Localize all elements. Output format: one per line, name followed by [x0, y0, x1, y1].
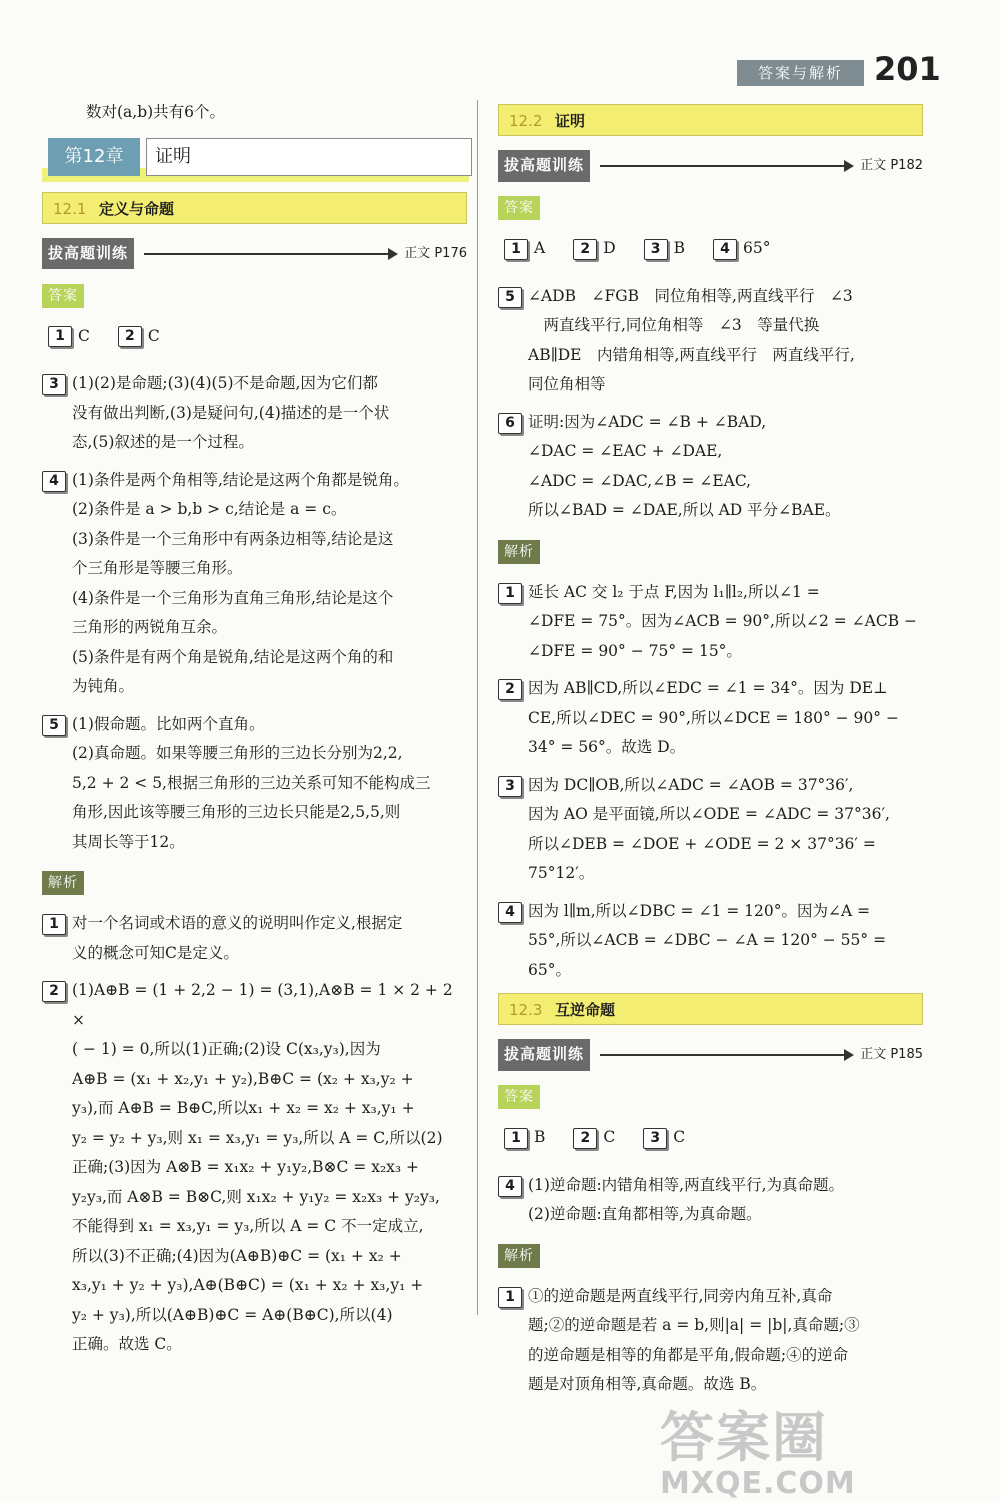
- answer-items: [498, 282, 923, 526]
- text-line: (2)条件是 a > b,b > c,结论是 a = c。: [72, 500, 347, 518]
- arrow-icon: [144, 253, 396, 255]
- right-column: [498, 100, 923, 1408]
- answer-block: [498, 771, 923, 889]
- text-line: (1)(2)是命题;(3)(4)(5)不是命题,因为它们都: [72, 374, 378, 392]
- text-line: 其周长等于12。: [72, 832, 185, 851]
- answer-item: [504, 234, 545, 264]
- answer-tag: 答案: [42, 284, 84, 308]
- text-line: 两直线平行,同位角相等 ∠3 等量代换: [528, 316, 820, 334]
- answer-block: [42, 710, 467, 858]
- answer-block: [498, 1171, 923, 1230]
- text-line: ∠DFE = 90° − 75° = 15°。: [528, 641, 742, 660]
- top-line: 数对(a,b)共有6个。: [86, 103, 226, 121]
- training-bar: [42, 240, 467, 268]
- answer-item: [573, 234, 615, 264]
- answer-text: [528, 771, 923, 889]
- text-line: A⊕B = (x₁ + x₂,y₁ + y₂),B⊕C = (x₂ + x₃,y₂ +: [72, 1069, 414, 1088]
- answer-item: [713, 234, 770, 264]
- text-line: y₃),而 A⊕B = B⊕C,所以x₁ + x₂ = x₂ + x₃,y₁ +: [72, 1099, 415, 1117]
- text-line: (5)条件是有两个角是锐角,结论是这两个角的和: [72, 647, 394, 666]
- question-number: 3: [643, 1128, 667, 1149]
- left-column: [42, 98, 467, 1368]
- section-title: 定义与命题: [99, 199, 175, 218]
- page-reference: 正文 P176: [404, 245, 467, 261]
- training-label: 拔高题训练: [498, 1039, 590, 1071]
- analysis-items: [498, 1282, 923, 1400]
- answer-items: [498, 1171, 923, 1230]
- section-number: 12.1: [53, 199, 87, 218]
- answer-text: [528, 1171, 923, 1230]
- text-line: y₂ + y₃),所以(A⊕B)⊕C = A⊕(B⊕C),所以(4): [72, 1305, 393, 1324]
- answer-tag: 答案: [498, 1085, 540, 1109]
- answer-item: [643, 1123, 685, 1153]
- text-line: ∠DFE = 75°。因为∠ACB = 90°,所以∠2 = ∠ACB −: [528, 612, 918, 630]
- text-line: 正确。故选 C。: [72, 1335, 182, 1353]
- text-line: 5,2 + 2 < 5,根据三角形的三边关系可知不能构成三: [72, 773, 431, 792]
- answer-text: [528, 1282, 923, 1400]
- text-line: 因为 AB∥CD,所以∠EDC = ∠1 = 34°。因为 DE⊥: [528, 679, 888, 697]
- text-line: 为钝角。: [72, 677, 135, 695]
- answer-block: [42, 909, 467, 968]
- answer-block: [498, 408, 923, 526]
- analysis-tag: 解析: [498, 1244, 540, 1268]
- question-number: 2: [498, 679, 522, 700]
- question-number: 2: [573, 239, 597, 260]
- text-line: x₃,y₁ + y₂ + y₃),A⊕(B⊕C) = (x₁ + x₂ + x₃,y₁ +: [72, 1276, 424, 1294]
- text-line: 态,(5)叙述的是一个过程。: [72, 433, 254, 451]
- analysis-tag: 解析: [498, 540, 540, 564]
- chapter-title: 证明: [146, 138, 472, 176]
- answer-block: [498, 282, 923, 400]
- section-12-1: [42, 192, 467, 224]
- answer-text: [72, 466, 467, 702]
- text-line: 没有做出判断,(3)是疑问句,(4)描述的是一个状: [72, 403, 390, 422]
- text-line: 对一个名词或术语的意义的说明叫作定义,根据定: [72, 914, 403, 932]
- answer-text: [72, 909, 467, 968]
- header-section-label: 答案与解析: [737, 60, 864, 86]
- question-number: 2: [573, 1128, 597, 1149]
- question-number: 3: [644, 239, 668, 260]
- answer-text: [528, 897, 923, 986]
- answer-value: D: [603, 239, 616, 257]
- answer-block: [498, 1282, 923, 1400]
- answer-text: [72, 976, 467, 1360]
- arrow-icon: [600, 1054, 852, 1056]
- text-line: CE,所以∠DEC = 90°,所以∠DCE = 180° − 90° −: [528, 708, 899, 727]
- text-line: 的逆命题是相等的角都是平角,假命题;④的逆命: [528, 1345, 849, 1364]
- page-reference: 正文 P182: [860, 158, 923, 174]
- answer-items: [42, 369, 467, 857]
- text-line: (1)逆命题:内错角相等,两直线平行,为真命题。: [528, 1175, 845, 1194]
- answer-text: [528, 674, 923, 763]
- text-line: (3)条件是一个三角形中有两条边相等,结论是这: [72, 529, 394, 548]
- answer-block: [42, 369, 467, 458]
- answer-text: [72, 710, 467, 858]
- training-label: 拔高题训练: [42, 238, 134, 270]
- text-line: ∠ADB ∠FGB 同位角相等,两直线平行 ∠3: [528, 286, 853, 305]
- watermark: [660, 1395, 856, 1501]
- text-line: ∠ADC = ∠DAC,∠B = ∠EAC,: [528, 471, 752, 490]
- text-line: (2)逆命题:直角都相等,为真命题。: [528, 1205, 762, 1223]
- section-12-2: [498, 104, 923, 136]
- text-line: 延长 AC 交 l₂ 于点 F,因为 l₁∥l₂,所以∠1 =: [528, 582, 820, 601]
- text-line: 个三角形是等腰三角形。: [72, 559, 243, 577]
- question-number: 4: [498, 1176, 522, 1197]
- section-title: 互逆命题: [555, 1001, 616, 1019]
- text-line: 题;②的逆命题是若 a = b,则|a| = |b|,真命题;③: [528, 1316, 860, 1334]
- answer-value: C: [603, 1128, 616, 1146]
- text-line: (4)条件是一个三角形为直角三角形,结论是这个: [72, 588, 394, 607]
- answer-value: B: [673, 239, 686, 257]
- section-number: 12.3: [509, 1001, 543, 1019]
- training-bar: [498, 1041, 923, 1069]
- text-line: 三角形的两锐角互余。: [72, 618, 228, 636]
- chapter-header: [42, 138, 467, 180]
- chapter-tag: 第12章: [48, 138, 140, 176]
- page-number: 201: [874, 50, 941, 88]
- training-label: 拔高题训练: [498, 150, 590, 182]
- text-line: 正确;(3)因为 A⊗B = x₁x₂ + y₁y₂,B⊗C = x₂x₃ +: [72, 1158, 420, 1176]
- watermark-site: MXQE.COM: [660, 1466, 856, 1501]
- question-number: 3: [498, 776, 522, 797]
- answer-block: [498, 897, 923, 986]
- answer-row: [48, 322, 467, 352]
- watermark-logo: 答案圈: [660, 1406, 828, 1469]
- text-line: 因为 AO 是平面镜,所以∠ODE = ∠ADC = 37°36′,: [528, 805, 890, 823]
- text-line: 证明:因为∠ADC = ∠B + ∠BAD,: [528, 412, 767, 431]
- answer-item: [48, 322, 90, 352]
- question-number: 2: [42, 981, 66, 1002]
- text-line: AB∥DE 内错角相等,两直线平行 两直线平行,: [528, 345, 855, 364]
- answer-item: [504, 1123, 545, 1153]
- text-line: 因为 l∥m,所以∠DBC = ∠1 = 120°。因为∠A =: [528, 901, 871, 920]
- answer-value: 65°: [743, 239, 771, 257]
- answer-value: C: [147, 326, 160, 345]
- text-line: y₂ = y₂ + y₃,则 x₁ = x₃,y₁ = y₃,所以 A = C,所以(2): [72, 1128, 443, 1147]
- question-number: 5: [498, 287, 522, 308]
- training-bar: [498, 152, 923, 180]
- section-title: 证明: [555, 112, 586, 130]
- text-line: (1)A⊕B = (1 + 2,2 − 1) = (3,1),A⊗B = 1 × 2 + 2 ×: [72, 981, 453, 1029]
- question-number: 4: [42, 471, 66, 492]
- text-line: 34° = 56°。故选 D。: [528, 738, 686, 756]
- text-line: 所以∠DEB = ∠DOE + ∠ODE = 2 × 37°36′ = 75°12′。: [528, 834, 876, 882]
- question-number: 4: [713, 239, 737, 260]
- answer-value: A: [534, 239, 546, 257]
- answer-block: [498, 674, 923, 763]
- text-line: (1)假命题。比如两个直角。: [72, 714, 265, 733]
- text-line: (1)条件是两个角相等,结论是这两个角都是锐角。: [72, 470, 409, 489]
- text-line: 角形,因此该等腰三角形的三边长只能是2,5,5,则: [72, 803, 401, 821]
- text-line: (2)真命题。如果等腰三角形的三边长分别为2,2,: [72, 744, 403, 762]
- answer-item: [573, 1123, 615, 1153]
- question-number: 1: [48, 326, 72, 347]
- analysis-tag: 解析: [42, 871, 84, 895]
- question-number: 1: [504, 1128, 528, 1149]
- section-12-3: [498, 993, 923, 1025]
- text-line: 义的概念可知C是定义。: [72, 943, 239, 962]
- answer-tag: 答案: [498, 196, 540, 220]
- column-divider: [477, 100, 478, 1315]
- answer-text: [528, 408, 923, 526]
- answer-row: [504, 1123, 923, 1153]
- arrow-icon: [600, 165, 852, 167]
- question-number: 5: [42, 715, 66, 736]
- text-line: ∠DAC = ∠EAC + ∠DAE,: [528, 442, 723, 460]
- answer-text: [528, 282, 923, 400]
- text-line: y₂y₃,而 A⊗B = B⊗C,则 x₁x₂ + y₁y₂ = x₂x₃ + y₂y₃,: [72, 1187, 440, 1206]
- text-line: 题是对顶角相等,真命题。故选 B。: [528, 1375, 767, 1393]
- answer-text: [72, 369, 467, 458]
- analysis-items: [498, 578, 923, 986]
- answer-block: [42, 466, 467, 702]
- question-number: 1: [498, 1287, 522, 1308]
- answer-item: [118, 322, 160, 352]
- text-line: ( − 1) = 0,所以(1)正确;(2)设 C(x₃,y₃),因为: [72, 1040, 381, 1058]
- question-number: 6: [498, 413, 522, 434]
- text-line: ①的逆命题是两直线平行,同旁内角互补,真命: [528, 1286, 833, 1305]
- answer-value: B: [534, 1128, 546, 1146]
- text-line: 55°,所以∠ACB = ∠DBC − ∠A = 120° − 55° = 65°。: [528, 931, 887, 979]
- text-line: 不能得到 x₁ = x₃,y₁ = y₃,所以 A = C 不一定成立,: [72, 1217, 424, 1235]
- answer-value: C: [673, 1128, 686, 1146]
- section-number: 12.2: [509, 112, 543, 130]
- analysis-items: [42, 909, 467, 1360]
- page-reference: 正文 P185: [860, 1047, 923, 1063]
- answer-row: [504, 234, 923, 264]
- answer-text: [528, 578, 923, 667]
- answer-block: [42, 976, 467, 1360]
- question-number: 2: [118, 326, 142, 347]
- question-number: 1: [504, 239, 528, 260]
- question-number: 4: [498, 902, 522, 923]
- text-line: 同位角相等: [528, 375, 606, 393]
- question-number: 1: [42, 914, 66, 935]
- text-line: 所以(3)不正确;(4)因为(A⊕B)⊕C = (x₁ + x₂ +: [72, 1246, 402, 1265]
- answer-item: [644, 234, 685, 264]
- text-line: 所以∠BAD = ∠DAE,所以 AD 平分∠BAE。: [528, 501, 841, 519]
- question-number: 3: [42, 374, 66, 395]
- answer-value: C: [78, 326, 90, 345]
- answer-block: [498, 578, 923, 667]
- question-number: 1: [498, 583, 522, 604]
- text-line: 因为 DC∥OB,所以∠ADC = ∠AOB = 37°36′,: [528, 775, 854, 794]
